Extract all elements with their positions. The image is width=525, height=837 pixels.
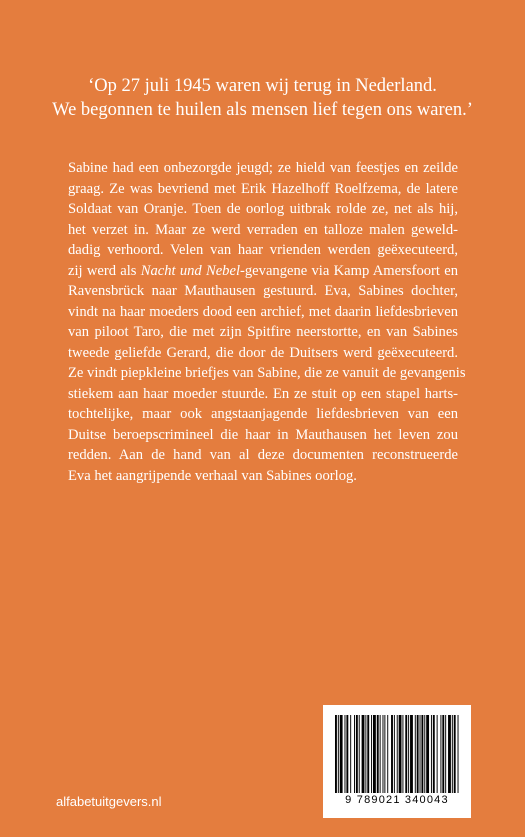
blurb-line: Sabine had een onbezorgde jeugd; ze hield van feestjes en zeilde xyxy=(68,160,458,176)
barcode-bar xyxy=(440,715,441,793)
barcode-bar xyxy=(442,715,444,793)
blurb-line xyxy=(68,261,458,282)
blurb-line: Duitse beroepscrimineel die haar in Mauthausen het leven zou xyxy=(68,426,458,443)
blurb-line: van piloot Taro, die met zijn Spitfire neerstortte, en van Sabines xyxy=(68,324,458,340)
barcode-bar xyxy=(377,715,379,793)
barcode-bar xyxy=(420,715,421,793)
barcode-bar xyxy=(356,715,358,793)
publisher-website[interactable]: alfabetuitgevers.nl xyxy=(56,794,162,809)
barcode-bar xyxy=(384,715,385,793)
barcode-bar xyxy=(454,715,456,793)
quote-line-2: We begonnen te huilen als mensen lief tegen ons waren.’ xyxy=(52,100,473,120)
barcode-bar xyxy=(417,715,419,793)
blurb-line: vindt na haar moeders dood een archief, met daarin liefdesbrieven xyxy=(68,303,458,320)
barcode-bar xyxy=(380,715,381,793)
barcode-bar xyxy=(433,715,435,793)
barcode-bar xyxy=(408,715,409,793)
barcode-bar xyxy=(431,715,432,793)
barcode-bar xyxy=(437,715,438,793)
barcode-bar xyxy=(424,715,425,793)
barcode-bar xyxy=(338,715,339,793)
blurb-line: Ravensbrück naar Mauthausen gestuurd. Eva, Sabines dochter, xyxy=(68,283,458,299)
barcode-bar xyxy=(354,715,355,793)
blurb-text xyxy=(68,158,466,486)
barcode-bar xyxy=(402,715,403,793)
isbn-number: 9 789021 340043 xyxy=(345,794,449,806)
blurb-line: graag. Ze was bevriend met Erik Hazelhoff Roelfzema, de latere xyxy=(68,180,458,197)
barcode-bar xyxy=(452,715,453,793)
blurb-line: Soldaat van Oranje. Toen de oorlog uitbrak rolde ze, net als hij, xyxy=(68,201,458,217)
isbn-barcode xyxy=(323,705,471,818)
blurb-line: het verzet in. Maar ze werd verraden en talloze malen geweld- xyxy=(68,221,458,238)
blurb-line: Ze vindt piepkleine briefjes van Sabine, die ze vanuit de gevangenis xyxy=(68,365,466,381)
barcode-bar xyxy=(458,715,459,793)
barcode-bar xyxy=(426,715,429,793)
barcode-bar xyxy=(362,715,365,793)
blurb-line: tweede geliefde Gerard, die door de Duitsers werd geëxecuteerd. xyxy=(68,344,458,361)
blurb-line-rest: -gevangene via Kamp Amersfoort en xyxy=(240,262,458,279)
barcode-bar xyxy=(335,715,337,793)
barcode-bar xyxy=(383,715,384,793)
barcode-bar xyxy=(387,715,388,793)
barcode-bar xyxy=(340,715,343,793)
book-title-italic: Nacht und Nebel xyxy=(140,262,241,279)
barcode-bar xyxy=(410,715,413,793)
blurb-line: tochtelijke, maar ook angstaanjagende liefdesbrieven van een xyxy=(68,406,458,422)
barcode-bar xyxy=(359,715,360,793)
barcode-bar xyxy=(415,715,416,793)
barcode-bar xyxy=(346,715,348,793)
blurb-line: dadig verhoord. Velen van haar vrienden werden geëxecuteerd, xyxy=(68,242,458,258)
blurb-line: stiekem aan haar moeder stuurde. En ze stuit op een stapel harts- xyxy=(68,385,458,402)
barcode-bar xyxy=(394,715,395,793)
barcode-bar xyxy=(365,715,366,793)
barcode-bar xyxy=(373,715,376,793)
barcode-bar xyxy=(421,715,423,793)
blurb-line-start: zij werd als xyxy=(68,262,137,279)
barcode-bar xyxy=(345,715,346,793)
quote-line-1: ‘Op 27 juli 1945 waren wij terug in Nederland. xyxy=(88,76,437,96)
barcode-bar xyxy=(448,715,451,793)
barcode-bar xyxy=(397,715,398,793)
barcode-bar xyxy=(405,715,407,793)
blurb-line: redden. Aan de hand van al deze documenten reconstrueerde xyxy=(68,447,458,463)
barcode-bar xyxy=(371,715,372,793)
barcode-bar xyxy=(391,715,393,793)
barcode-bar xyxy=(350,715,351,793)
barcode-bar xyxy=(399,715,402,793)
barcode-bars xyxy=(335,715,459,793)
back-cover-quote xyxy=(0,74,525,122)
barcode-bar xyxy=(445,715,446,793)
blurb-line: Eva het aangrijpende verhaal van Sabines oorlog. xyxy=(68,467,357,484)
barcode-bar xyxy=(367,715,369,793)
